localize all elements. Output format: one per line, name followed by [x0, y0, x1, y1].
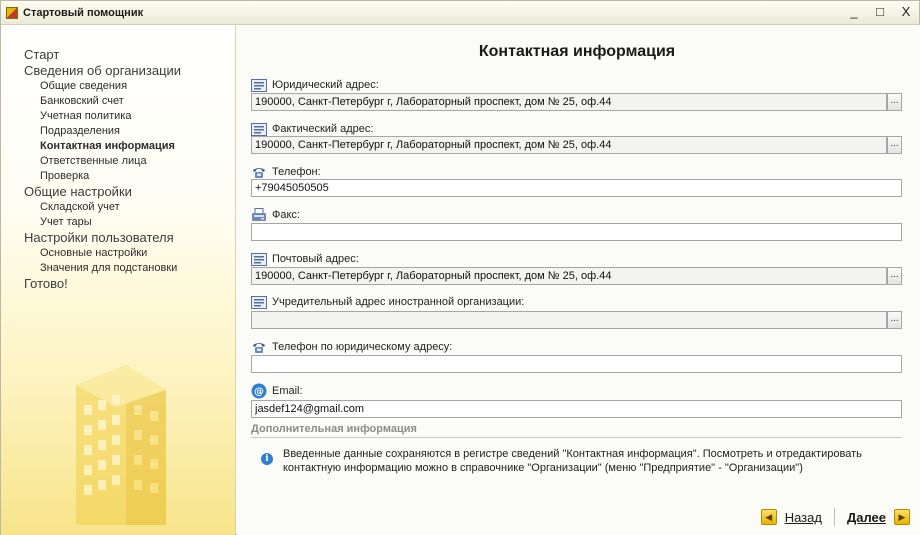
sidebar	[1, 25, 236, 535]
address-card-icon	[251, 295, 267, 309]
sidebar-item-user-settings[interactable]: Настройки пользователя	[24, 230, 174, 245]
actual-address-label-text: Фактический адрес:	[272, 123, 374, 135]
sidebar-item-departments[interactable]: Подразделения	[40, 125, 120, 137]
legal-address-label	[251, 77, 379, 93]
sidebar-item-start[interactable]: Старт	[24, 47, 60, 62]
address-card-icon	[251, 78, 267, 92]
content-panel	[237, 25, 920, 535]
address-card-icon	[251, 252, 267, 266]
actual-address-select-button[interactable]: ...	[887, 136, 902, 154]
foreign-address-input[interactable]	[251, 311, 887, 329]
next-button[interactable]	[847, 509, 910, 525]
fax-icon	[251, 208, 267, 222]
phone-input[interactable]	[251, 179, 902, 197]
sidebar-item-general-info[interactable]: Общие сведения	[40, 80, 128, 92]
sidebar-item-bank-account[interactable]: Банковский счет	[40, 95, 124, 107]
back-arrow-icon: ◀	[761, 509, 777, 525]
sidebar-item-done[interactable]: Готово!	[24, 276, 68, 291]
postal-address-input[interactable]	[251, 267, 887, 285]
phone-label	[251, 164, 321, 180]
fax-label-text: Факс:	[272, 209, 300, 221]
maximize-button[interactable]: □	[876, 4, 884, 19]
next-arrow-icon: ▶	[894, 509, 910, 525]
additional-info-heading: Дополнительная информация	[251, 423, 902, 438]
phone-icon	[251, 340, 267, 354]
sidebar-item-responsible-persons[interactable]: Ответственные лица	[40, 155, 147, 167]
info-text: Введенные данные сохраняются в регистре сведений "Контактная информация". Посмотреть и отредактировать контактную информацию можно в справочнике "Организации" (меню "Предприятие" - "Организации")	[283, 448, 862, 474]
sidebar-nav	[24, 47, 181, 292]
foreign-address-label	[251, 294, 524, 310]
building-illustration	[56, 345, 176, 525]
actual-address-input[interactable]	[251, 136, 887, 154]
close-button[interactable]: X	[901, 4, 911, 19]
legal-address-select-button[interactable]: ...	[887, 93, 902, 111]
back-button-label: Назад	[784, 509, 822, 525]
legal-phone-input[interactable]	[251, 355, 902, 373]
sidebar-item-check[interactable]: Проверка	[40, 170, 90, 182]
phone-icon	[251, 165, 267, 179]
sidebar-item-general-settings[interactable]: Общие настройки	[24, 184, 132, 199]
svg-text:@: @	[254, 386, 264, 398]
foreign-address-select-button[interactable]: ...	[887, 311, 902, 329]
fax-input[interactable]	[251, 223, 902, 241]
back-button[interactable]	[761, 509, 822, 525]
fax-label	[251, 207, 300, 223]
email-icon	[251, 384, 267, 398]
postal-address-label-text: Почтовый адрес:	[272, 253, 359, 265]
window-title: Стартовый помощник	[23, 6, 144, 19]
app-icon	[6, 7, 18, 19]
actual-address-label	[251, 121, 373, 137]
legal-address-input[interactable]	[251, 93, 887, 111]
page-title: Контактная информация	[478, 43, 676, 60]
sidebar-item-accounting-policy[interactable]: Учетная политика	[40, 110, 132, 122]
legal-phone-label-text: Телефон по юридическому адресу:	[272, 341, 453, 353]
sidebar-item-basic-settings[interactable]: Основные настройки	[40, 247, 148, 259]
sidebar-item-warehouse[interactable]: Складской учет	[40, 201, 120, 213]
foreign-address-label-text: Учредительный адрес иностранной организации:	[272, 296, 525, 308]
email-label-text: Email:	[272, 385, 303, 397]
window-controls	[847, 4, 913, 20]
title-bar	[1, 1, 919, 25]
minimize-button[interactable]: _	[850, 4, 858, 19]
phone-label-text: Телефон:	[272, 166, 321, 178]
postal-address-select-button[interactable]: ...	[887, 267, 902, 285]
next-button-label: Далее	[846, 509, 886, 525]
legal-phone-label	[251, 339, 452, 355]
legal-address-label-text: Юридический адрес:	[272, 79, 379, 91]
sidebar-item-containers[interactable]: Учет тары	[40, 216, 92, 228]
wizard-footer	[761, 508, 910, 526]
email-input[interactable]	[251, 400, 902, 418]
sidebar-item-organization-info[interactable]: Сведения об организации	[24, 63, 182, 78]
postal-address-label	[251, 251, 359, 267]
info-icon: i	[261, 453, 273, 465]
email-label	[251, 383, 303, 399]
footer-divider	[834, 508, 835, 526]
sidebar-item-contact-info[interactable]: Контактная информация	[40, 140, 175, 152]
sidebar-item-default-values[interactable]: Значения для подстановки	[40, 262, 178, 274]
address-card-icon	[251, 122, 267, 136]
